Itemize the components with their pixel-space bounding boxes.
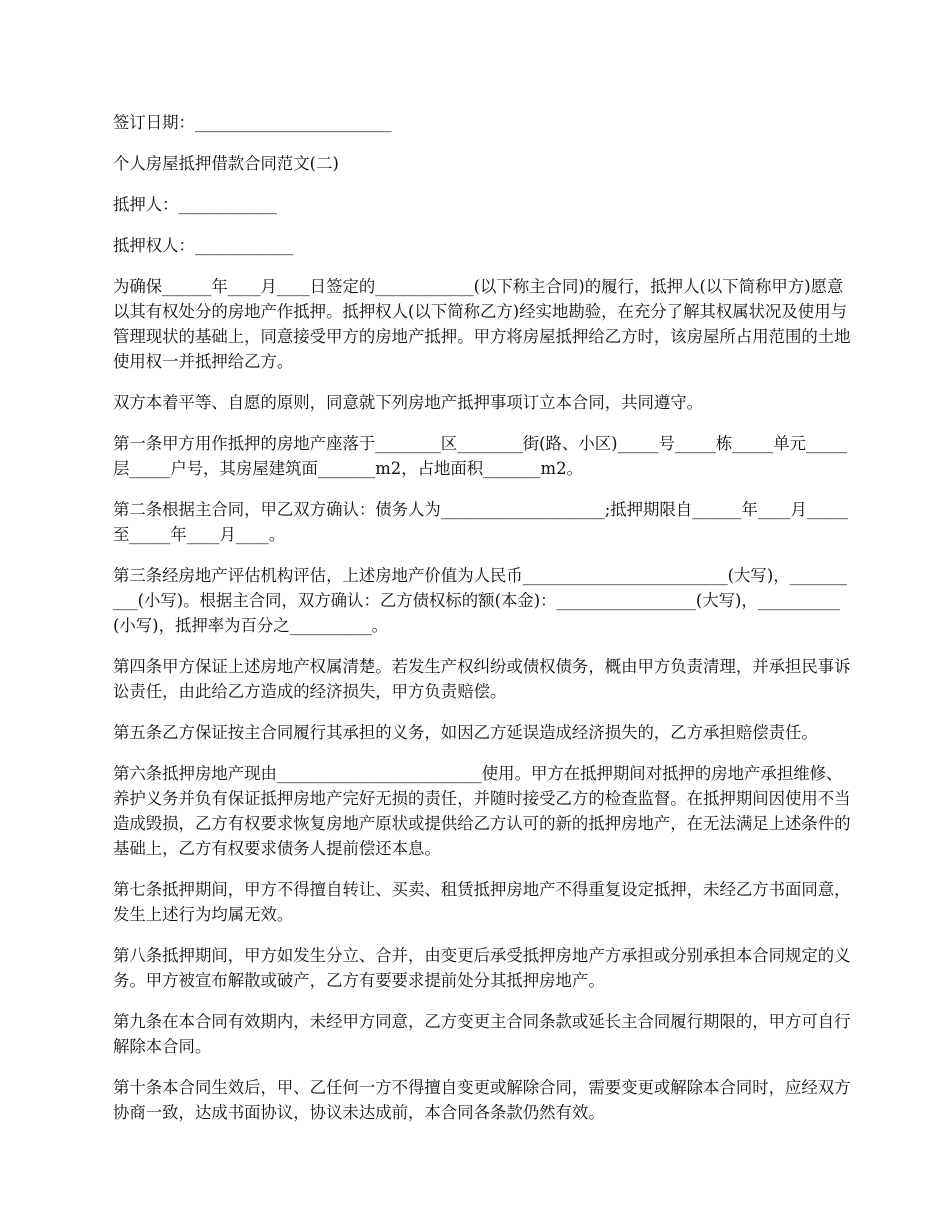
article-9: 第九条在本合同有效期内，未经甲方同意，乙方变更主合同条款或延长主合同履行期限的，甲方可自行解除本合同。 <box>113 1012 851 1056</box>
mortgagor-line: 抵押人：____________ <box>113 195 277 214</box>
principle-paragraph: 双方本着平等、自愿的原则，同意就下列房地产抵押事项订立本合同，共同遵守。 <box>113 393 704 412</box>
document-title: 个人房屋抵押借款合同范文(二) <box>113 154 339 173</box>
article-7: 第七条抵押期间，甲方不得擅自转让、买卖、租赁抵押房地产不得重复设定抵押，未经乙方书面同意，发生上述行为均属无效。 <box>113 880 851 924</box>
article-6: 第六条抵押房地产现由_________________________使用。甲方在抵押期间对抵押的房地产承担维修、养护义务并负有保证抵押房地产完好无损的责任，并随时接受乙方的检查监督。在抵押期间因使用不当造成毁损，乙方有权要求恢复房地产原状或提供给乙方认可的新的抵押房地产，在无法满足上述条件的基础上，乙方有权要求债务人提前偿还本息。 <box>113 764 851 858</box>
article-4: 第四条甲方保证上述房地产权属清楚。若发生产权纠纷或债权债务，概由甲方负责清理，并承担民事诉讼责任，由此给乙方造成的经济损失，甲方负责赔偿。 <box>113 657 851 701</box>
signing-date-line: 签订日期：________________________ <box>113 113 392 132</box>
article-10: 第十条本合同生效后，甲、乙任何一方不得擅自变更或解除合同，需要变更或解除本合同时，应经双方协商一致，达成书面协议，协议未达成前，本合同各条款仍然有效。 <box>113 1078 851 1122</box>
document-body <box>113 110 853 1141</box>
mortgagee-line: 抵押权人：____________ <box>113 236 294 255</box>
article-2: 第二条根据主合同，甲乙双方确认：债务人为____________________;抵押期限自______年____月_____至_____年____月____。 <box>113 500 848 544</box>
article-3: 第三条经房地产评估机构评估，上述房地产价值为人民币_________________________(大写)，__________(小写)。根据主合同，双方确认：乙方债权标的额(本金)：_________________(大写)，__________(小写)，抵押率为百分之__________。 <box>113 566 847 635</box>
preamble-paragraph: 为确保______年____月____日签定的____________(以下称主合同)的履行，抵押人(以下简称甲方)愿意以其有权处分的房地产作抵押。抵押权人(以下简称乙方)经实地勘验，在充分了解其权属状况及使用与管理现状的基础上，同意接受甲方的房地产抵押。甲方将房屋抵押给乙方时，该房屋所占用范围的土地使用权一并抵押给乙方。 <box>113 277 851 371</box>
article-1: 第一条甲方用作抵押的房地产座落于________区________街(路、小区)_____号_____栋_____单元_____层_____户号，其房屋建筑面_______m2，占地面积_______m2。 <box>113 434 847 478</box>
article-8: 第八条抵押期间，甲方如发生分立、合并，由变更后承受抵押房地产方承担或分别承担本合同规定的义务。甲方被宣布解散或破产，乙方有要要求提前处分其抵押房地产。 <box>113 946 851 990</box>
article-5: 第五条乙方保证按主合同履行其承担的义务，如因乙方延误造成经济损失的，乙方承担赔偿责任。 <box>113 723 818 742</box>
